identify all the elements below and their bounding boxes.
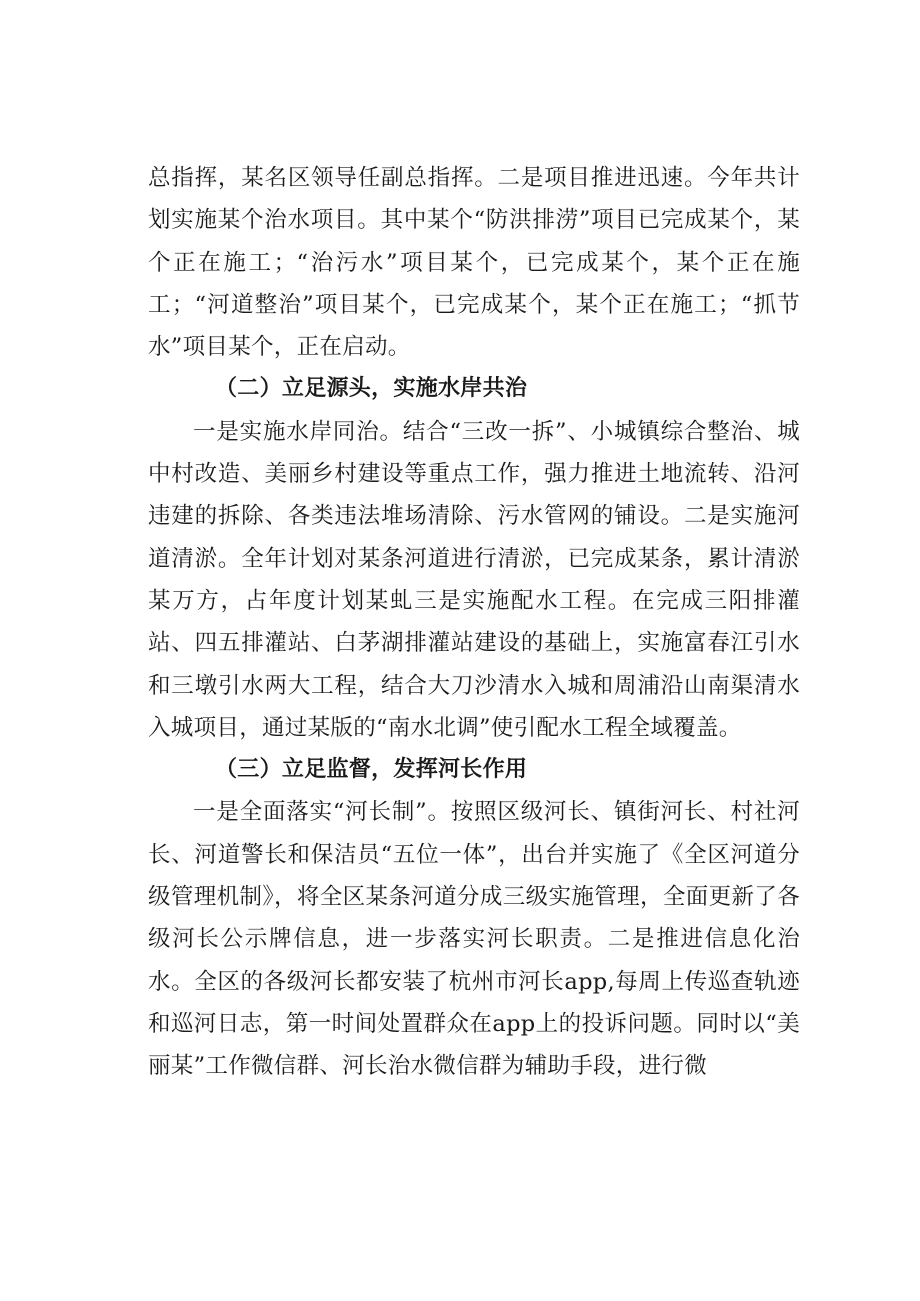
paragraph-river-chief: 一是全面落实“河长制”。按照区级河长、镇街河长、村社河长、河道警长和保洁员“五位一体”，出台并实施了《全区河道分级管理机制》，将全区某条河道分成三级实施管理，全面更新了各级河长公示牌信息，进一步落实河长职责。二是推进信息化治水。全区的各级河长都安装了杭州市河长app,每周上传巡查轨迹和巡河日志，第一时间处置群众在app上的投诉问题。同时以“美丽某”工作微信群、河长治水微信群为辅助手段，进行微 [148, 799, 800, 1080]
section-heading-3: （三）立足监督，发挥河长作用 [215, 757, 528, 783]
paragraph-continuation: 总指挥，某名区领导任副总指挥。二是项目推进迅速。今年共计划实施某个治水项目。其中某个“防洪排涝”项目已完成某个，某个正在施工；“治污水”项目某个，已完成某个，某个正在施工；“河道整治”项目某个，已完成某个，某个正在施工；“抓节水”项目某个，正在启动。 [148, 165, 800, 361]
section-heading-2: （二）立足源头，实施水岸共治 [215, 376, 528, 402]
paragraph-water-shore: 一是实施水岸同治。结合“三改一拆”、小城镇综合整治、城中村改造、美丽乡村建设等重点工作，强力推进土地流转、沿河违建的拆除、各类违法堆场清除、污水管网的铺设。二是实施河道清淤。全年计划对某条河道进行清淤，已完成某条，累计清淤某万方，占年度计划某虬三是实施配水工程。在完成三阳排灌站、四五排灌站、白茅湖排灌站建设的基础上，实施富春江引水和三墩引水两大工程，结合大刀沙清水入城和周浦沿山南渠清水入城项目，通过某版的“南水北调”使引配水工程全域覆盖。 [148, 418, 800, 741]
document-body [148, 157, 800, 1088]
